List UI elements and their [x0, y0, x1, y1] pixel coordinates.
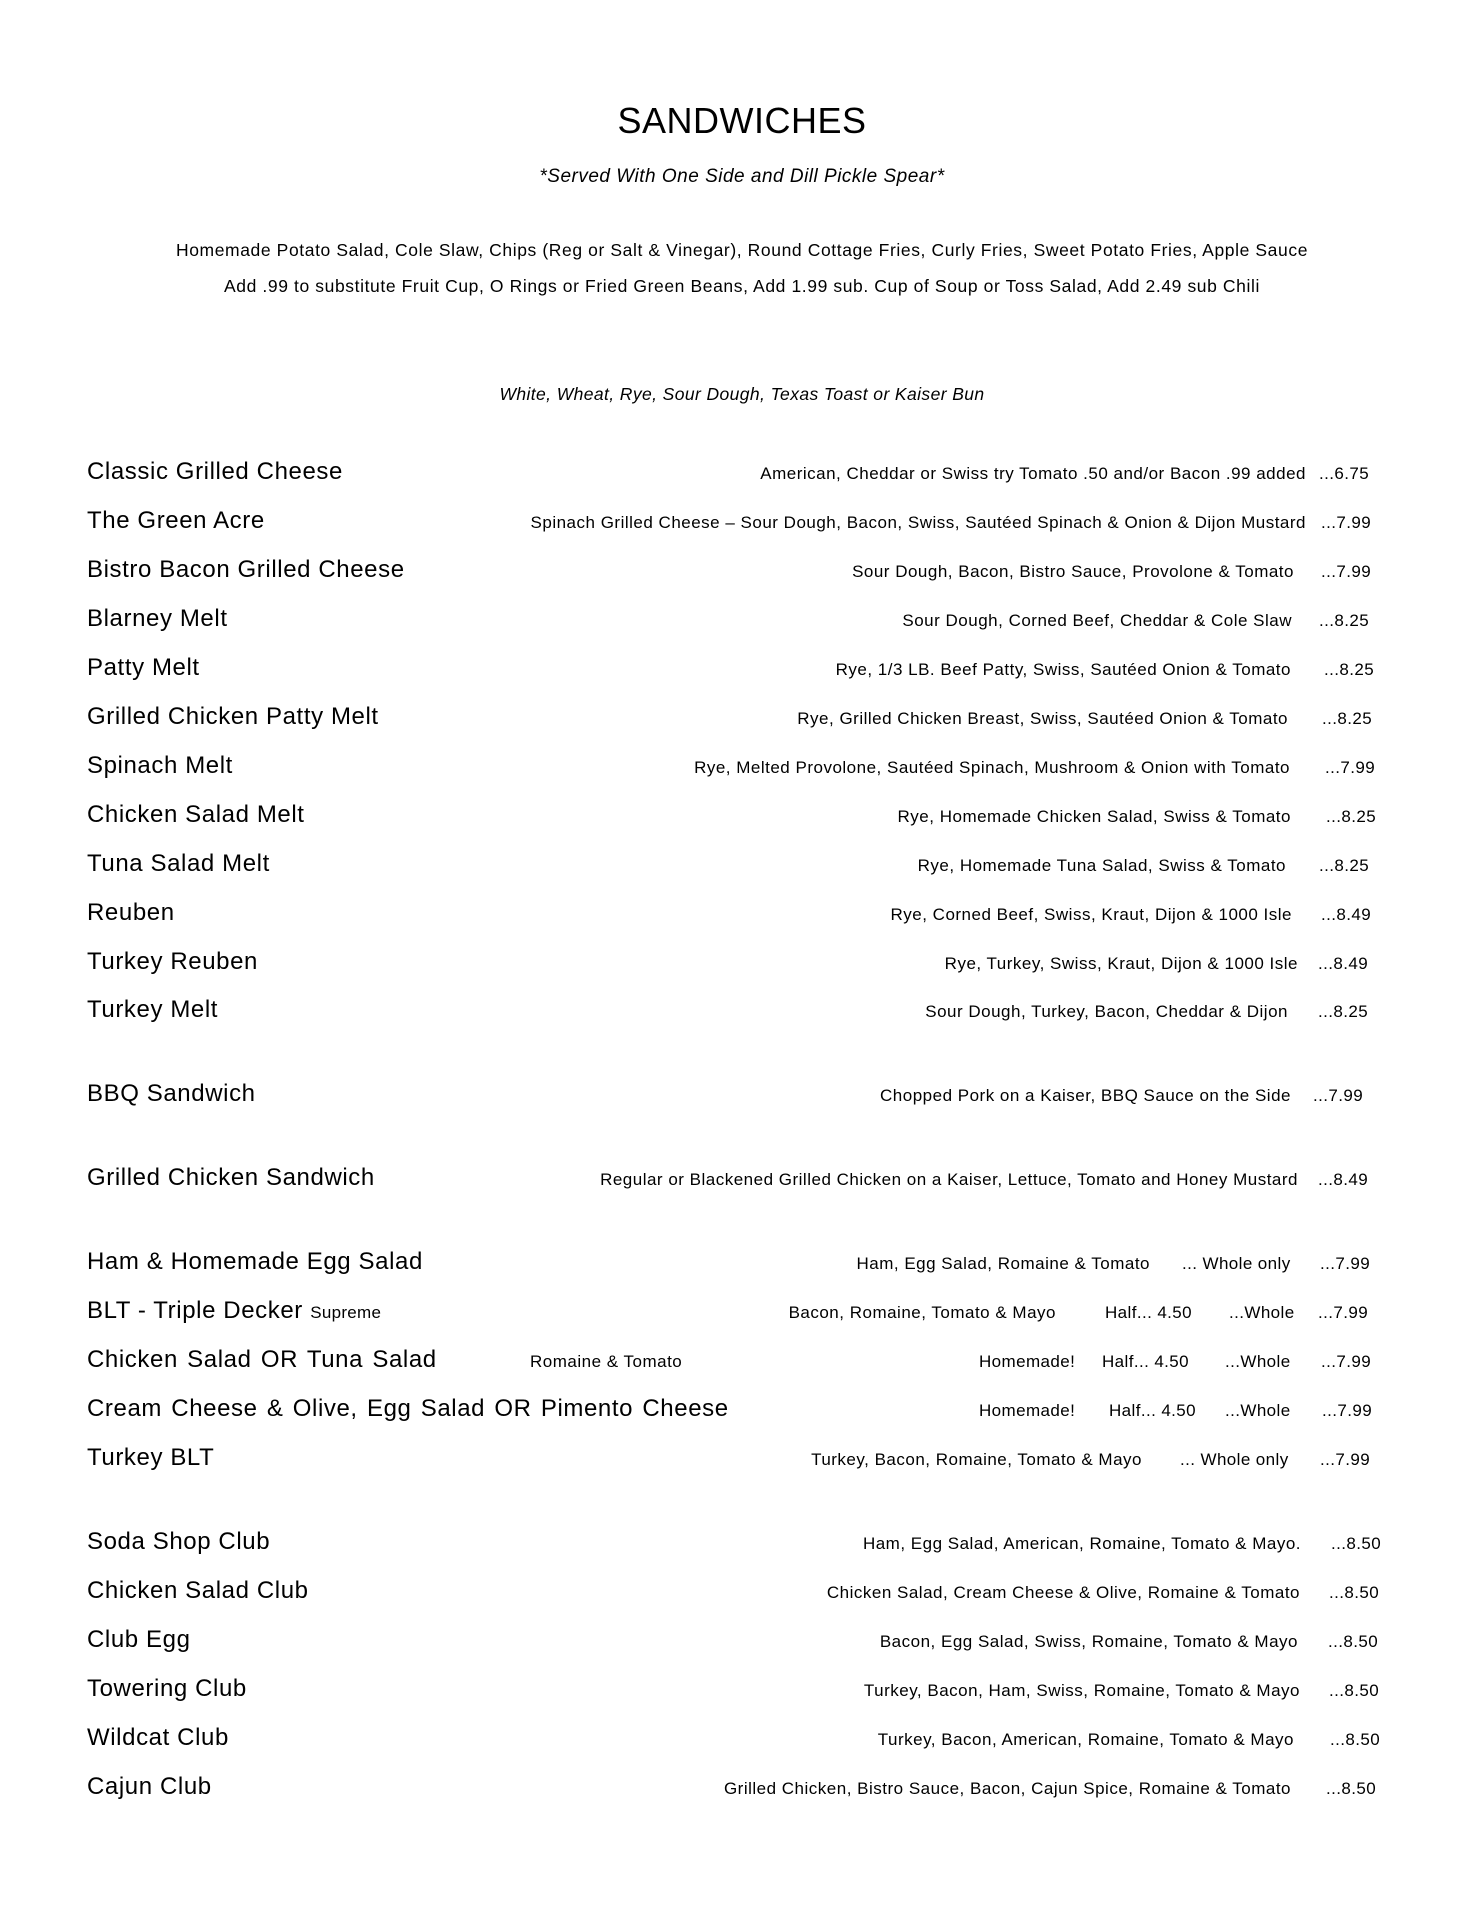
item-description: Rye, Corned Beef, Swiss, Kraut, Dijon & 1000 Isle — [890, 905, 1292, 924]
item-price: ...7.99 — [1322, 1401, 1373, 1420]
menu-item — [0, 507, 1484, 541]
item-description: Bacon, Egg Salad, Swiss, Romaine, Tomato & Mayo — [879, 1632, 1298, 1651]
menu-item — [0, 1444, 1484, 1478]
item-price: ...7.99 — [1321, 1352, 1372, 1371]
item-name: The Green Acre — [87, 507, 265, 534]
menu-item — [0, 1164, 1484, 1198]
item-description: Rye, Homemade Tuna Salad, Swiss & Tomato — [917, 856, 1286, 875]
item-price: ...7.99 — [1320, 1254, 1371, 1273]
item-name: Patty Melt — [87, 654, 200, 681]
item-description: Regular or Blackened Grilled Chicken on a Kaiser, Lettuce, Tomato and Honey Mustard — [600, 1170, 1298, 1189]
item-description: Turkey, Bacon, American, Romaine, Tomato & Mayo — [877, 1730, 1294, 1749]
item-price: ...7.99 — [1321, 513, 1372, 532]
item-half-price: Half... 4.50 — [1102, 1352, 1190, 1371]
item-price: ...8.25 — [1324, 660, 1375, 679]
item-price: ...6.75 — [1319, 464, 1370, 483]
menu-item — [0, 1248, 1484, 1282]
item-description: Rye, Homemade Chicken Salad, Swiss & Tomato — [897, 807, 1291, 826]
item-price: ...8.25 — [1322, 709, 1373, 728]
menu-item — [0, 1577, 1484, 1611]
item-description: Ham, Egg Salad, American, Romaine, Tomato & Mayo. — [862, 1534, 1301, 1553]
item-price: ...8.25 — [1326, 807, 1377, 826]
item-price: ...8.50 — [1329, 1583, 1380, 1602]
item-description: Sour Dough, Turkey, Bacon, Cheddar & Dijon — [925, 1002, 1288, 1021]
item-price: ...7.99 — [1313, 1086, 1364, 1105]
item-price: ...7.99 — [1320, 1450, 1371, 1469]
item-description: Bacon, Romaine, Tomato & Mayo — [788, 1303, 1056, 1322]
item-half-price: Half... 4.50 — [1109, 1401, 1197, 1420]
item-size-note: ... Whole only — [1182, 1254, 1291, 1273]
item-price: ...8.50 — [1331, 1534, 1382, 1553]
item-name: Classic Grilled Cheese — [87, 458, 343, 485]
item-size-note: ...Whole — [1229, 1303, 1295, 1322]
served-with-note: *Served With One Side and Dill Pickle Spear* — [539, 166, 945, 187]
item-price: ...8.50 — [1330, 1730, 1381, 1749]
item-tag: Homemade! — [979, 1401, 1076, 1420]
item-half-price: Half... 4.50 — [1105, 1303, 1193, 1322]
item-name: Cajun Club — [87, 1773, 212, 1800]
item-description: Rye, Grilled Chicken Breast, Swiss, Sautéed Onion & Tomato — [797, 709, 1288, 728]
item-price: ...8.25 — [1319, 611, 1370, 630]
item-description: Chopped Pork on a Kaiser, BBQ Sauce on the Side — [880, 1086, 1291, 1105]
sides-list: Homemade Potato Salad, Cole Slaw, Chips (Reg or Salt & Vinegar), Round Cottage Fries, Curly Fries, Sweet Potato Fries, Apple Sauce — [175, 240, 1309, 260]
item-size-note: ...Whole — [1225, 1352, 1291, 1371]
item-price: ...8.49 — [1318, 954, 1369, 973]
item-name: Bistro Bacon Grilled Cheese — [87, 556, 405, 583]
item-name: Towering Club — [87, 1675, 247, 1702]
item-price: ...7.99 — [1321, 562, 1372, 581]
item-description: Turkey, Bacon, Romaine, Tomato & Mayo — [811, 1450, 1142, 1469]
item-name: BBQ Sandwich — [87, 1080, 256, 1107]
item-description: Rye, Melted Provolone, Sautéed Spinach, Mushroom & Onion with Tomato — [694, 758, 1290, 777]
item-name: Blarney Melt — [87, 605, 228, 632]
item-price: ...8.50 — [1329, 1681, 1380, 1700]
item-price: ...7.99 — [1318, 1303, 1369, 1322]
item-name: Cream Cheese & Olive, Egg Salad OR Pimento Cheese — [87, 1395, 729, 1422]
substitutions-note: Add .99 to substitute Fruit Cup, O Rings or Fried Green Beans, Add 1.99 sub. Cup of Soup or Toss Salad, Add 2.49 sub Chili — [224, 276, 1260, 296]
item-name: Reuben — [87, 899, 175, 926]
menu-item — [0, 1395, 1484, 1429]
item-description: Romaine & Tomato — [530, 1352, 683, 1371]
item-description: Chicken Salad, Cream Cheese & Olive, Romaine & Tomato — [826, 1583, 1300, 1602]
item-description: Ham, Egg Salad, Romaine & Tomato — [856, 1254, 1150, 1273]
item-name: Chicken Salad Club — [87, 1577, 309, 1604]
item-name: Ham & Homemade Egg Salad — [87, 1248, 423, 1275]
menu-item — [0, 1528, 1484, 1562]
menu-item — [0, 458, 1484, 492]
item-tag: Homemade! — [979, 1352, 1076, 1371]
menu-item — [0, 996, 1484, 1030]
item-description: Sour Dough, Bacon, Bistro Sauce, Provolone & Tomato — [852, 562, 1294, 581]
item-description: Sour Dough, Corned Beef, Cheddar & Cole Slaw — [902, 611, 1292, 630]
menu-item — [0, 850, 1484, 884]
item-name: Chicken Salad Melt — [87, 801, 305, 828]
item-price: ...8.25 — [1318, 1002, 1369, 1021]
item-name: Grilled Chicken Patty Melt — [87, 703, 379, 730]
item-name: Turkey Melt — [87, 996, 219, 1023]
item-name: Grilled Chicken Sandwich — [87, 1164, 375, 1191]
item-name: Soda Shop Club — [87, 1528, 271, 1555]
item-name: Turkey BLT — [87, 1444, 215, 1471]
menu-item — [0, 1346, 1484, 1380]
item-description: Rye, Turkey, Swiss, Kraut, Dijon & 1000 Isle — [944, 954, 1298, 973]
item-description: Turkey, Bacon, Ham, Swiss, Romaine, Tomato & Mayo — [863, 1681, 1300, 1700]
item-price: ...8.49 — [1318, 1170, 1369, 1189]
item-description: Spinach Grilled Cheese – Sour Dough, Bacon, Swiss, Sautéed Spinach & Onion & Dijon Mustard — [530, 513, 1306, 532]
item-name: Club Egg — [87, 1626, 191, 1653]
item-price: ...8.49 — [1321, 905, 1372, 924]
item-price: ...8.50 — [1328, 1632, 1379, 1651]
item-name: Spinach Melt — [87, 752, 233, 779]
page-title: SANDWICHES — [617, 100, 867, 141]
bread-options: White, Wheat, Rye, Sour Dough, Texas Toast or Kaiser Bun — [499, 384, 985, 404]
item-name: Chicken Salad OR Tuna Salad — [87, 1346, 437, 1373]
item-price: ...8.50 — [1326, 1779, 1377, 1798]
menu-item — [0, 1626, 1484, 1660]
menu-item — [0, 752, 1484, 786]
menu-item — [0, 1675, 1484, 1709]
menu-item — [0, 1773, 1484, 1807]
item-size-note: ... Whole only — [1180, 1450, 1289, 1469]
item-name: Tuna Salad Melt — [87, 850, 270, 877]
menu-item — [0, 654, 1484, 688]
menu-item — [0, 1724, 1484, 1758]
menu-item — [0, 605, 1484, 639]
menu-item — [0, 801, 1484, 835]
item-price: ...7.99 — [1325, 758, 1376, 777]
menu-item — [0, 1297, 1484, 1331]
menu-item — [0, 948, 1484, 982]
item-name: Turkey Reuben — [87, 948, 258, 975]
menu-item — [0, 899, 1484, 933]
item-price: ...8.25 — [1319, 856, 1370, 875]
item-name: Wildcat Club — [87, 1724, 229, 1751]
item-description: Rye, 1/3 LB. Beef Patty, Swiss, Sautéed Onion & Tomato — [835, 660, 1291, 679]
item-description: Grilled Chicken, Bistro Sauce, Bacon, Cajun Spice, Romaine & Tomato — [723, 1779, 1291, 1798]
item-name: BLT - Triple Decker Supreme — [87, 1297, 382, 1324]
item-size-note: ...Whole — [1225, 1401, 1291, 1420]
item-description: American, Cheddar or Swiss try Tomato .50 and/or Bacon .99 added — [760, 464, 1306, 483]
menu-item — [0, 703, 1484, 737]
menu-item — [0, 556, 1484, 590]
menu-item — [0, 1080, 1484, 1114]
